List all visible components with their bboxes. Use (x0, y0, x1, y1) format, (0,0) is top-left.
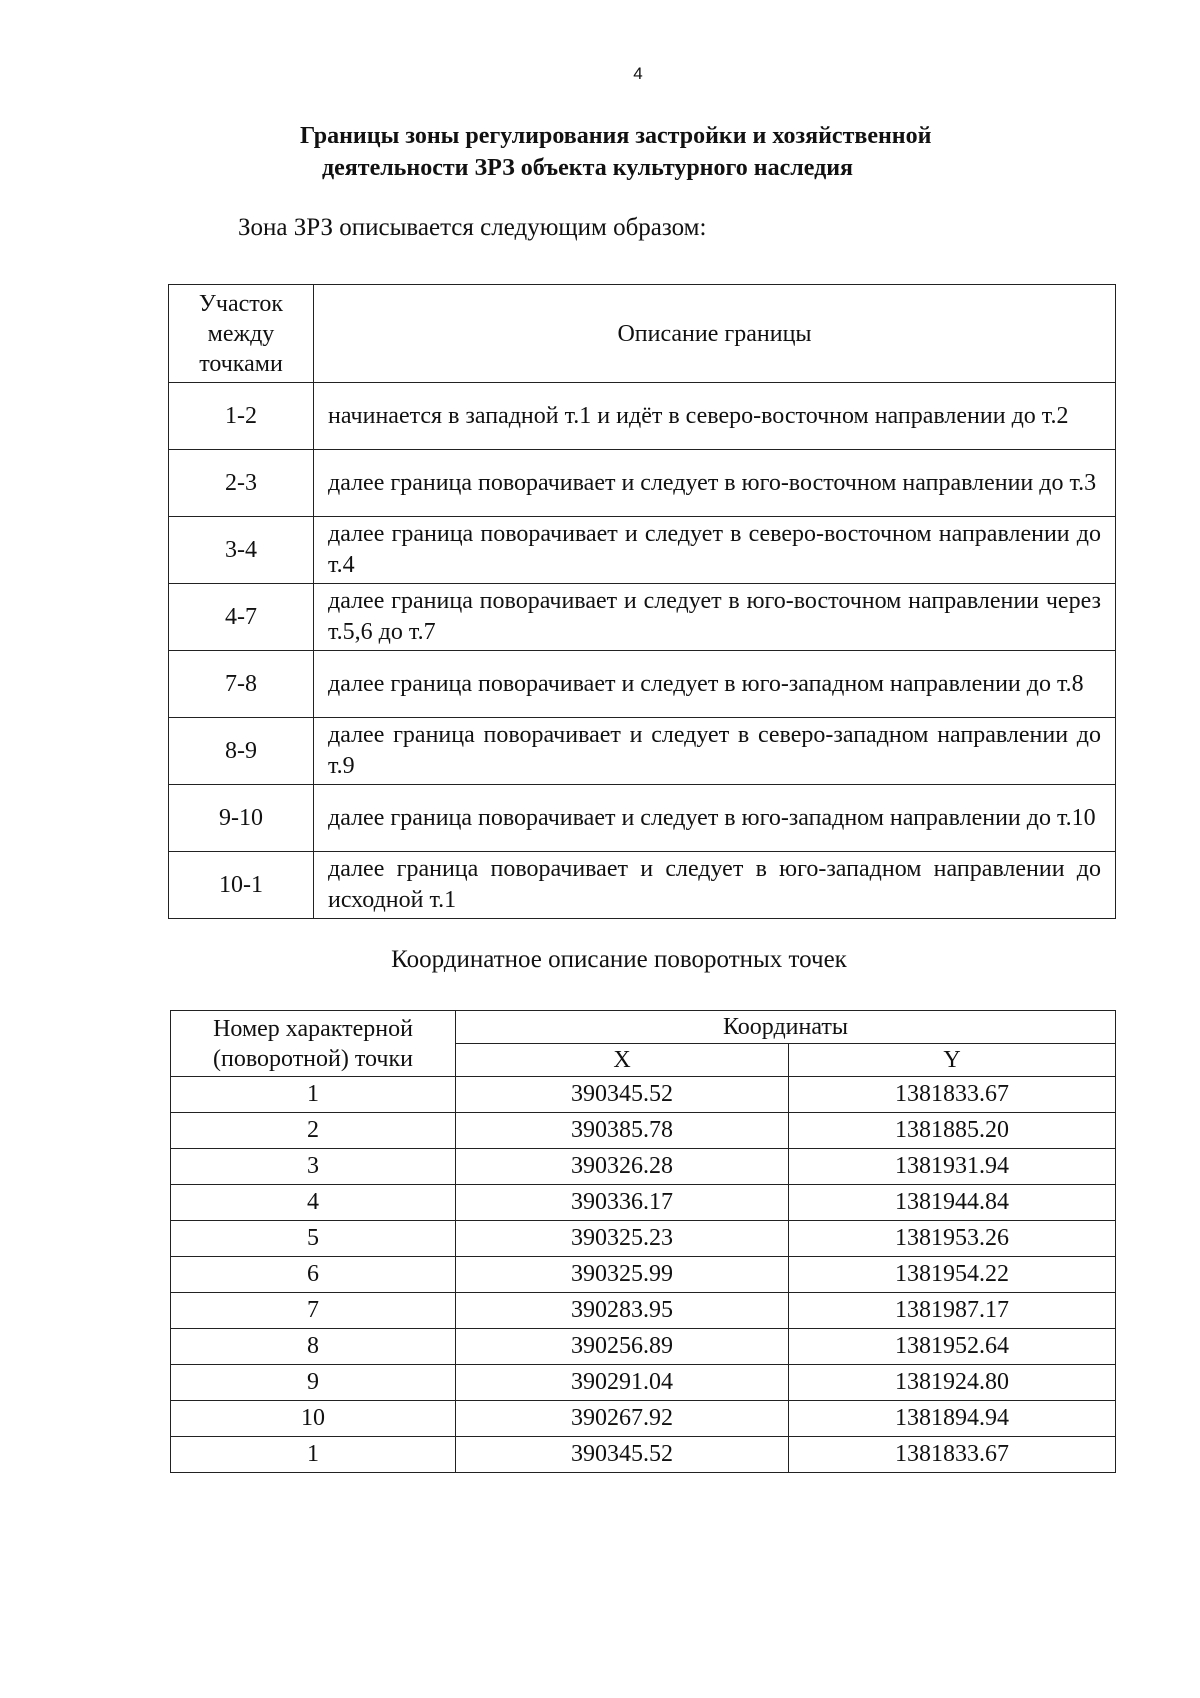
table-row (171, 1437, 1116, 1473)
segment-column-header: Участок между точками (169, 285, 314, 383)
description-cell: далее граница поворачивает и следует в северо-западном направлении до т.9 (314, 718, 1116, 785)
x-coordinate-cell: 390326.28 (456, 1149, 789, 1185)
table-row (169, 450, 1116, 517)
segment-cell: 7-8 (169, 651, 314, 718)
x-coordinate-cell: 390267.92 (456, 1401, 789, 1437)
boundary-description-table (168, 284, 1116, 919)
x-coordinate-cell: 390291.04 (456, 1365, 789, 1401)
y-coordinate-cell: 1381931.94 (789, 1149, 1116, 1185)
segment-cell: 1-2 (169, 383, 314, 450)
table-row (171, 1185, 1116, 1221)
table-row (171, 1257, 1116, 1293)
page-number: 4 (633, 64, 643, 83)
table-header-row (171, 1011, 1116, 1044)
x-coordinate-cell: 390345.52 (456, 1077, 789, 1113)
description-cell: далее граница поворачивает и следует в юго-восточном направлении через т.5,6 до т.7 (314, 584, 1116, 651)
y-coordinate-cell: 1381952.64 (789, 1329, 1116, 1365)
y-coordinate-cell: 1381924.80 (789, 1365, 1116, 1401)
x-column-header: X (456, 1044, 789, 1077)
y-coordinate-cell: 1381885.20 (789, 1113, 1116, 1149)
table-row (171, 1365, 1116, 1401)
description-cell: далее граница поворачивает и следует в юго-западном направлении до исходной т.1 (314, 852, 1116, 919)
title-line-1: Границы зоны регулирования застройки и хозяйственной (300, 123, 932, 149)
segment-cell: 3-4 (169, 517, 314, 584)
table-row (171, 1293, 1116, 1329)
table-row (169, 517, 1116, 584)
segment-cell: 8-9 (169, 718, 314, 785)
point-cell: 6 (171, 1257, 456, 1293)
coordinates-subheading: Координатное описание поворотных точек (391, 946, 847, 973)
x-coordinate-cell: 390325.23 (456, 1221, 789, 1257)
table-row (171, 1221, 1116, 1257)
table-row (171, 1401, 1116, 1437)
x-coordinate-cell: 390256.89 (456, 1329, 789, 1365)
description-cell: далее граница поворачивает и следует в северо-восточном направлении до т.4 (314, 517, 1116, 584)
y-coordinate-cell: 1381953.26 (789, 1221, 1116, 1257)
x-coordinate-cell: 390336.17 (456, 1185, 789, 1221)
coordinates-table-body (171, 1077, 1116, 1473)
table-row (169, 852, 1116, 919)
point-cell: 1 (171, 1437, 456, 1473)
y-coordinate-cell: 1381833.67 (789, 1437, 1116, 1473)
point-cell: 10 (171, 1401, 456, 1437)
point-cell: 7 (171, 1293, 456, 1329)
segment-cell: 4-7 (169, 584, 314, 651)
page-title (300, 120, 1060, 184)
segment-cell: 10-1 (169, 852, 314, 919)
title-line-2: деятельности ЗРЗ объекта культурного наследия (322, 155, 854, 181)
point-cell: 8 (171, 1329, 456, 1365)
y-column-header: Y (789, 1044, 1116, 1077)
table-row (171, 1149, 1116, 1185)
table-row (171, 1113, 1116, 1149)
table-row (171, 1329, 1116, 1365)
x-coordinate-cell: 390345.52 (456, 1437, 789, 1473)
point-column-header: Номер характерной (поворотной) точки (171, 1011, 456, 1077)
table-row (171, 1077, 1116, 1113)
description-column-header: Описание границы (314, 285, 1116, 383)
segment-cell: 9-10 (169, 785, 314, 852)
x-coordinate-cell: 390385.78 (456, 1113, 789, 1149)
table-row (169, 785, 1116, 852)
table-row (169, 584, 1116, 651)
y-coordinate-cell: 1381944.84 (789, 1185, 1116, 1221)
table-row (169, 383, 1116, 450)
x-coordinate-cell: 390325.99 (456, 1257, 789, 1293)
y-coordinate-cell: 1381894.94 (789, 1401, 1116, 1437)
coordinates-table (170, 1010, 1116, 1473)
point-cell: 1 (171, 1077, 456, 1113)
table-row (169, 718, 1116, 785)
segment-cell: 2-3 (169, 450, 314, 517)
table-header-row (169, 285, 1116, 383)
point-cell: 4 (171, 1185, 456, 1221)
description-cell: далее граница поворачивает и следует в юго-восточном направлении до т.3 (314, 450, 1116, 517)
intro-text: Зона ЗРЗ описывается следующим образом: (238, 214, 707, 241)
point-cell: 9 (171, 1365, 456, 1401)
coordinates-column-header: Координаты (456, 1011, 1116, 1044)
point-cell: 3 (171, 1149, 456, 1185)
y-coordinate-cell: 1381954.22 (789, 1257, 1116, 1293)
description-cell: начинается в западной т.1 и идёт в северо-восточном направлении до т.2 (314, 383, 1116, 450)
description-cell: далее граница поворачивает и следует в юго-западном направлении до т.10 (314, 785, 1116, 852)
y-coordinate-cell: 1381987.17 (789, 1293, 1116, 1329)
x-coordinate-cell: 390283.95 (456, 1293, 789, 1329)
table-row (169, 651, 1116, 718)
description-cell: далее граница поворачивает и следует в юго-западном направлении до т.8 (314, 651, 1116, 718)
point-cell: 2 (171, 1113, 456, 1149)
y-coordinate-cell: 1381833.67 (789, 1077, 1116, 1113)
point-cell: 5 (171, 1221, 456, 1257)
